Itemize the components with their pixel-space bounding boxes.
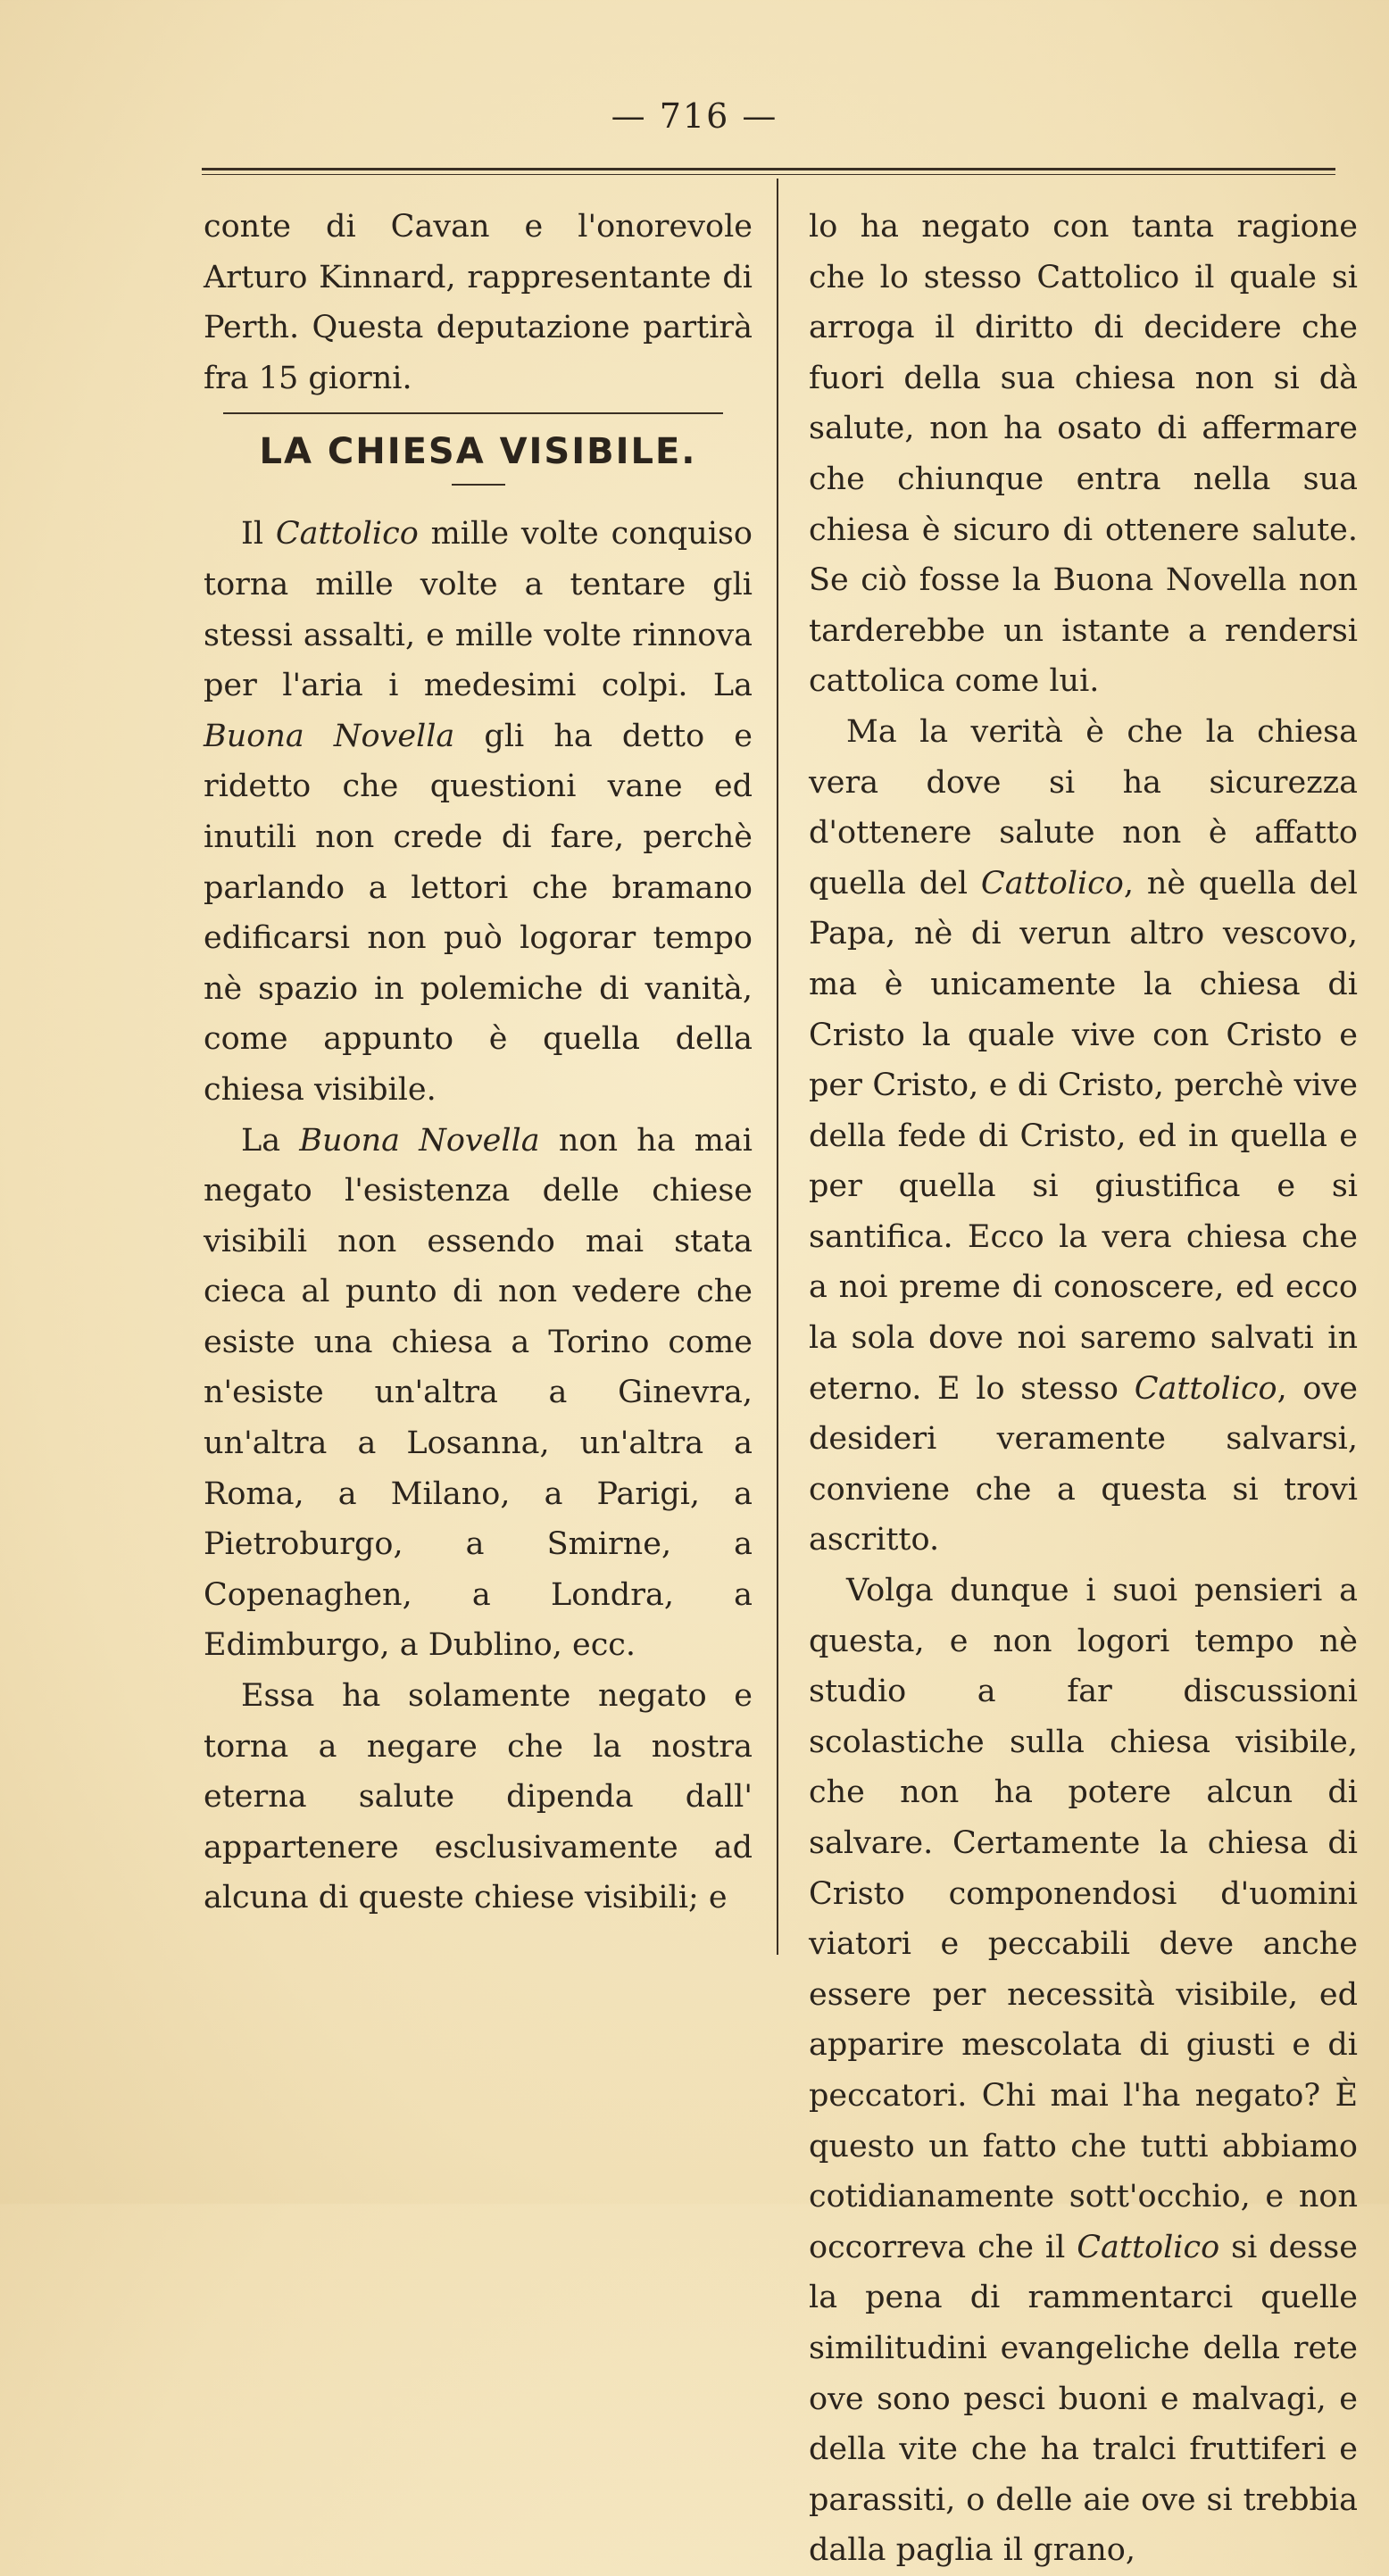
- intro-text: conte di Cavan e l'onorevole Arturo Kinnard, rappresentante di Perth. Questa deputazione partirà fra 15 giorni.: [204, 209, 753, 396]
- article-title: LA CHIESA VISIBILE.: [259, 431, 697, 473]
- header-rule: [202, 168, 1335, 175]
- paragraph-5: Volga dunque i suoi pensieri a questa, e non logori tempo nè studio a far discussioni scolastiche sulla chiesa visibile, che non ha potere alcun di salvare. Certamente la chiesa di Cristo componendosi d'uomini viatori e peccabili deve anche essere per necessità visibile, ed apparire mescolata di giusti e di peccatori. Chi mai l'ha negato? È questo un fatto che tutti abbiamo cotidianamente sott'occhio, e non occorreva che il Cattolico si desse la pena di rammentarci quelle similitudini evangeliche della rete ove sono pesci buoni e malvagi, e della vite che ha tralci fruttiferi e parassiti, o delle aie ove si trebbia dalla paglia il grano,: [809, 1573, 1358, 2569]
- left-column: [204, 202, 753, 1924]
- right-column: [809, 202, 1358, 2576]
- title-underline: [452, 484, 505, 486]
- column-divider: [777, 179, 778, 1955]
- paragraph-4: Ma la verità è che la chiesa vera dove si ha sicurezza d'ottenere salute non è affatto quella del Cattolico, nè quella del Papa, nè di verun altro vescovo, ma è unicamente la chiesa di Cristo la quale vive con Cristo e per Cristo, e di Cristo, perchè vive della fede di Cristo, ed in quella e per quella si giustifica e si santifica. Ecco la vera chiesa che a noi preme di conoscere, ed ecco la sola dove noi saremo salvati in eterno. E lo stesso Cattolico, ove desideri veramente salvarsi, conviene che a questa si trovi ascritto.: [809, 713, 1358, 1558]
- section-separator: [223, 412, 723, 414]
- paragraph-3-continued: lo ha negato con tanta ragione che lo stesso Cattolico il quale si arroga il diritto di decidere che fuori della sua chiesa non si dà salute, non ha osato di affermare che chiunque entra nella sua chiesa è sicuro di ottenere salute. Se ciò fosse la Buona Novella non tarderebbe un istante a rendersi cattolica come lui.: [809, 209, 1358, 700]
- paragraph-2: La Buona Novella non ha mai negato l'esistenza delle chiese visibili non essendo mai stata cieca al punto di non vedere che esiste una chiesa a Torino come n'esiste un'altra a Ginevra, un'altra a Losanna, un'altra a Roma, a Milano, a Parigi, a Pietroburgo, a Smirne, a Copenaghen, a Londra, a Edimburgo, a Dublino, ecc.: [204, 1122, 753, 1664]
- page-number: — 716 —: [611, 96, 778, 136]
- paragraph-3-start: Essa ha solamente negato e torna a negare che la nostra eterna salute dipenda dall' appartenere esclusivamente ad alcuna di queste chiese visibili; e: [204, 1678, 753, 1916]
- paragraph-1: Il Cattolico mille volte conquiso torna mille volte a tentare gli stessi assalti, e mille volte rinnova per l'aria i medesimi colpi. La Buona Novella gli ha detto e ridetto che questioni vane ed inutili non crede di fare, perchè parlando a lettori che bramano edificarsi non può logorar tempo nè spazio in polemiche di vanità, come appunto è quella della chiesa visibile.: [204, 516, 753, 1108]
